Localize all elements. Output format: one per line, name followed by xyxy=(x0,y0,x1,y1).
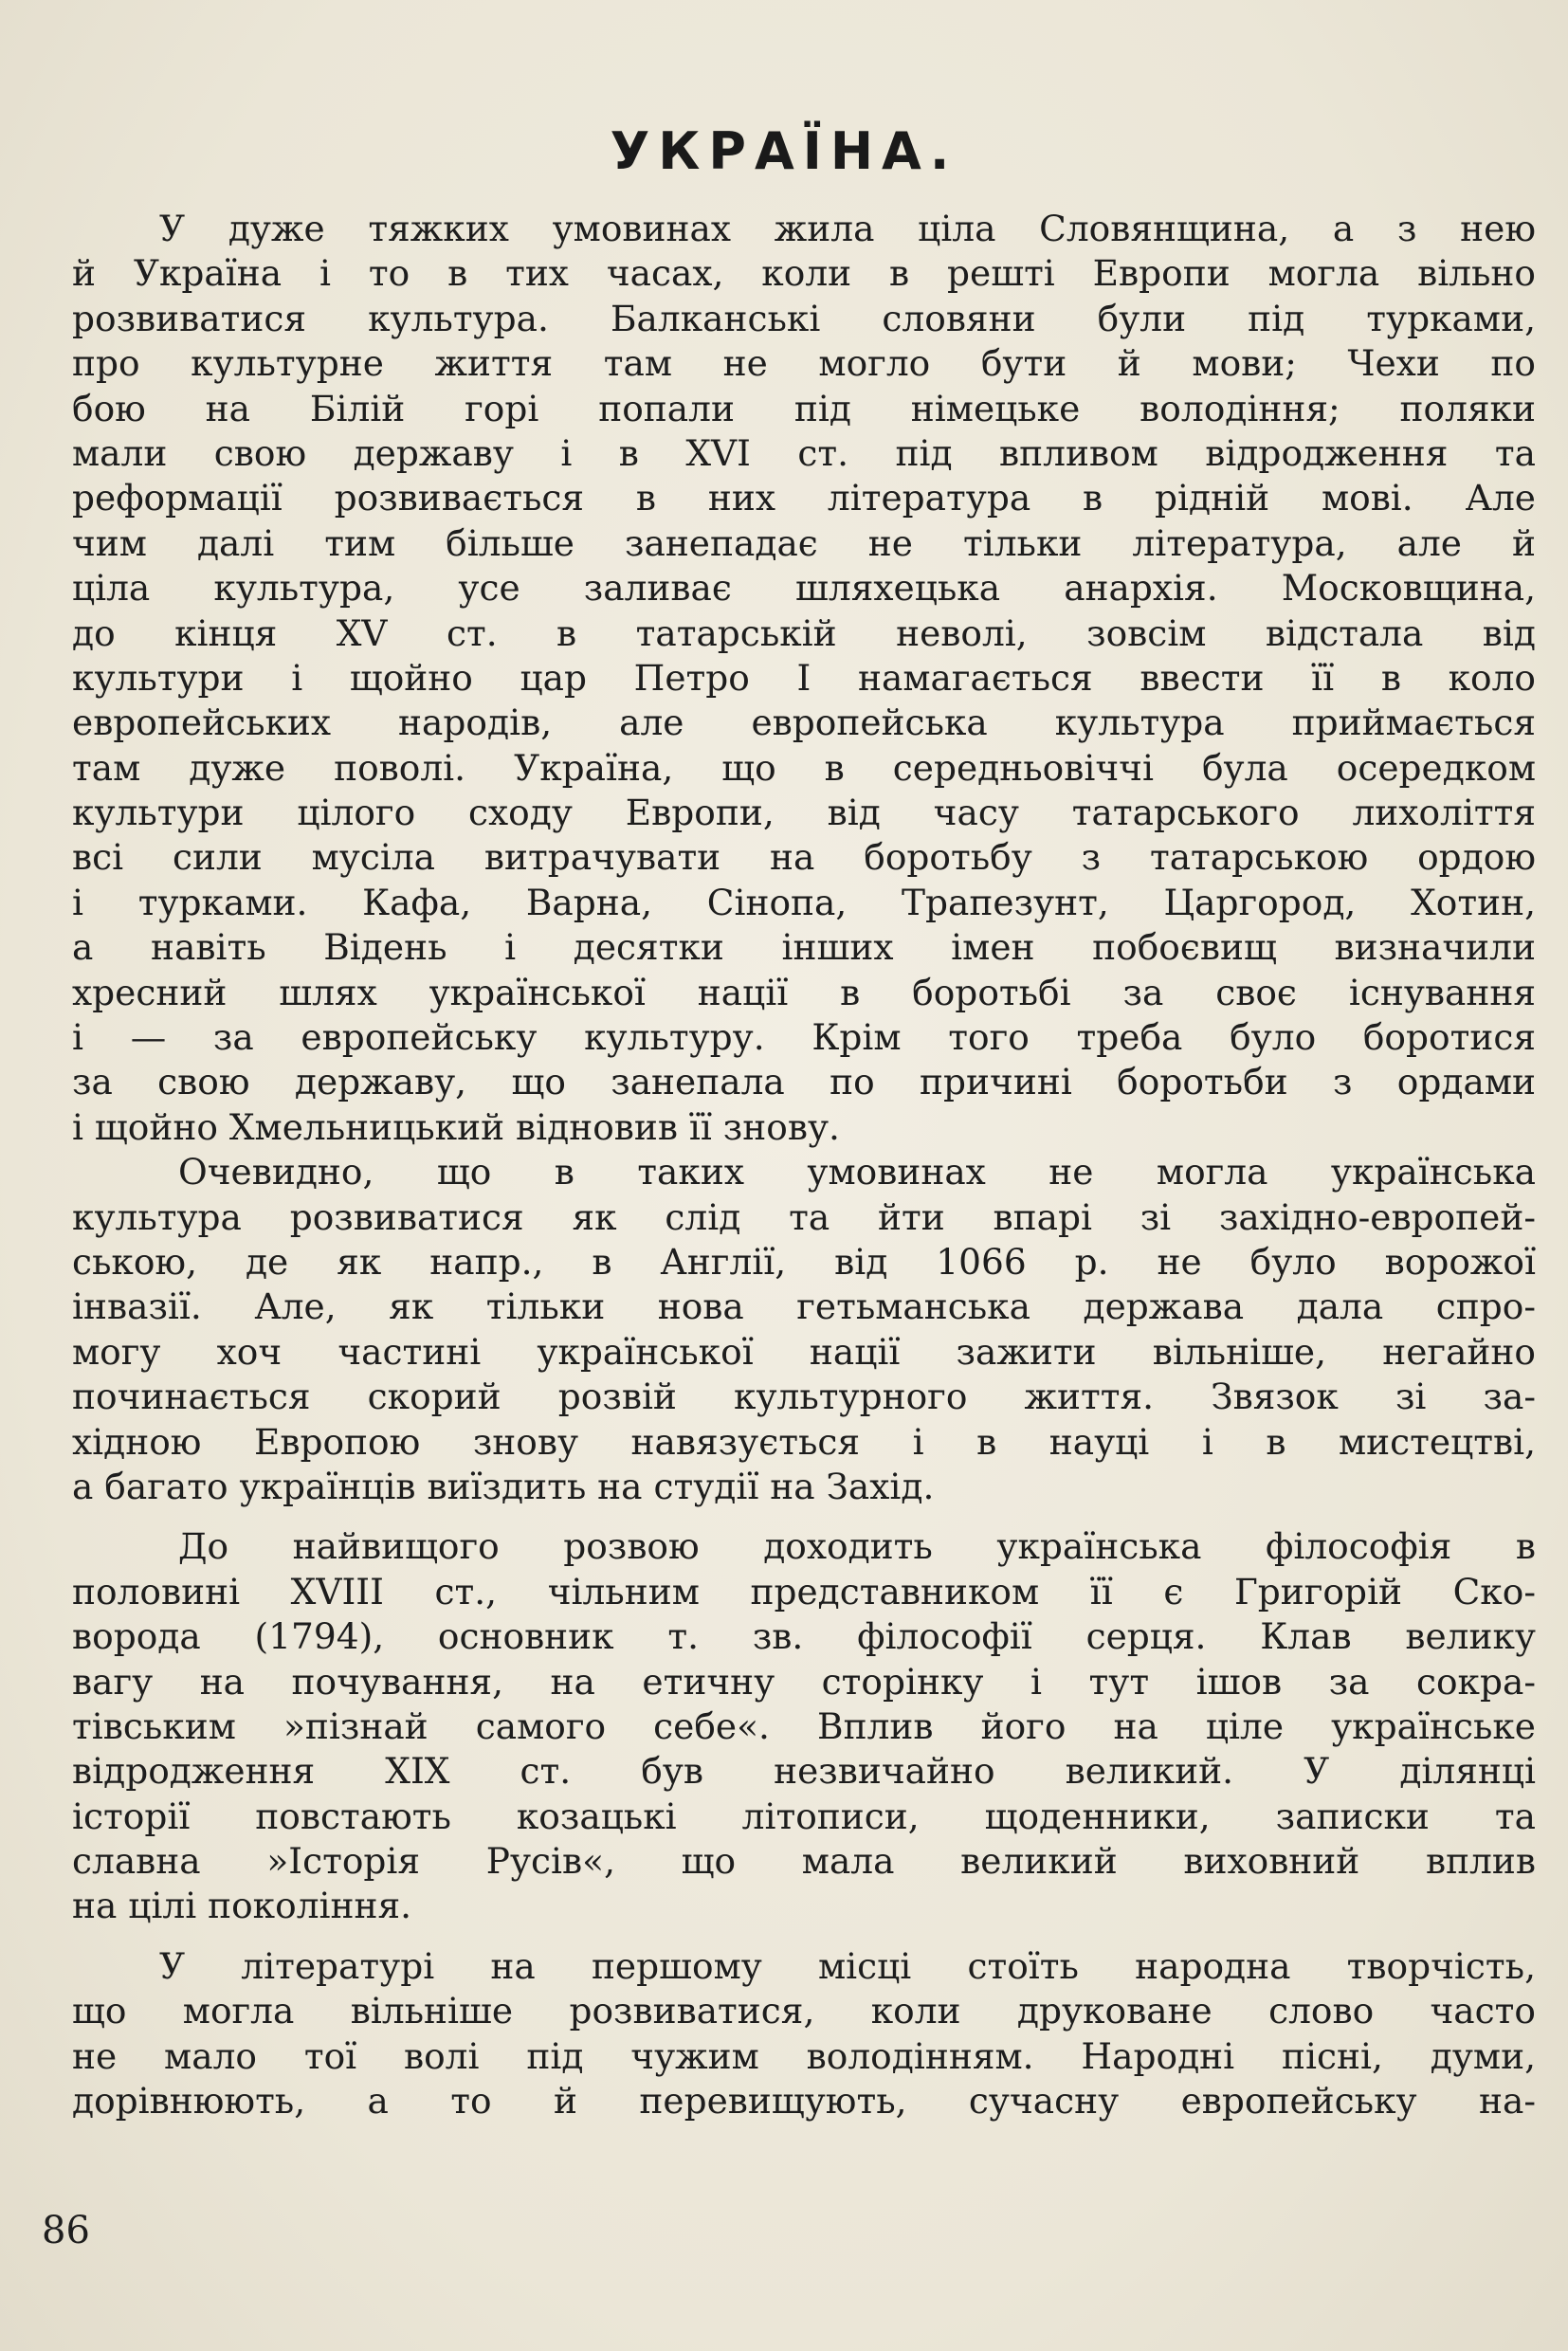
text-line: могу хоч частині української нації зажити вільніше, негайно xyxy=(72,1330,1536,1373)
text-line: хідною Европою знову навязується і в науці і в мистецтві, xyxy=(72,1420,1536,1463)
body-text xyxy=(72,207,1536,2123)
text-line: і — за европейську культуру. Крім того треба було боротися xyxy=(72,1016,1536,1059)
text-line: европейських народів, але европейська культура приймається xyxy=(72,702,1536,744)
text-line: У літературі на першому місці стоїть народна творчість, xyxy=(159,1944,1536,1987)
text-line: там дуже поволі. Україна, що в середньовіччі була осередком xyxy=(72,746,1536,789)
paragraph-gap xyxy=(72,1509,1536,1524)
page-title: УКРАЇНА. xyxy=(610,121,958,181)
text-line: вагу на почування, на етичну сторінку і тут ішов за сокра- xyxy=(72,1660,1536,1703)
text-line: хресний шлях української нації в боротьбі за своє існування xyxy=(72,971,1536,1013)
text-line: до кінця XV ст. в татарській неволі, зовсім відстала від xyxy=(72,611,1536,654)
text-line: культури і щойно цар Петро І намагається ввести її в коло xyxy=(72,656,1536,699)
text-line: про культурне життя там не могло бути й мови; Чехи по xyxy=(72,342,1536,385)
text-line: бою на Білій горі попали під німецьке володіння; поляки xyxy=(72,387,1536,429)
text-line: і щойно Хмельницький відновив її знову. xyxy=(72,1105,840,1148)
text-line: на цілі покоління. xyxy=(72,1885,412,1927)
text-line: дорівнюють, а то й перевищують, сучасну европейську на- xyxy=(72,2080,1536,2123)
paragraph-4 xyxy=(72,1944,1536,2124)
text-line: культура розвиватися як слід та йти впарі зі західно-европей- xyxy=(72,1195,1536,1238)
text-line: що могла вільніше розвиватися, коли друковане слово часто xyxy=(72,1990,1536,2032)
text-line: всі сили мусіла витрачувати на боротьбу з татарською ордою xyxy=(72,836,1536,879)
paragraph-3 xyxy=(72,1524,1536,1929)
paragraph-1 xyxy=(72,207,1536,1150)
text-line: мали свою державу і в XVI ст. під впливом відродження та xyxy=(72,431,1536,474)
text-line: славна »Історія Русів«, що мала великий виховний вплив xyxy=(72,1840,1536,1883)
text-line: ською, де як напр., в Англії, від 1066 р. не було ворожої xyxy=(72,1240,1536,1283)
paragraph-2 xyxy=(72,1150,1536,1509)
text-line: ворода (1794), основник т. зв. філософії серця. Клав велику xyxy=(72,1615,1536,1658)
text-line: реформації розвивається в них література в рідній мові. Але xyxy=(72,477,1536,519)
text-line: і турками. Кафа, Варна, Сінопа, Трапезунт, Царгород, Хотин, xyxy=(72,881,1536,923)
text-line: відродження XIX ст. був незвичайно великий. У ділянці xyxy=(72,1750,1536,1793)
text-line: У дуже тяжких умовинах жила ціла Словянщина, а з нею xyxy=(159,208,1536,249)
text-line: й Україна і то в тих часах, коли в решті Европи могла вільно xyxy=(72,252,1536,295)
text-line: тівським »пізнай самого себе«. Вплив його на ціле українське xyxy=(72,1704,1536,1747)
text-line: розвиватися культура. Балканські словяни були під турками, xyxy=(72,297,1536,339)
text-line: культури цілого сходу Европи, від часу татарського лихоліття xyxy=(72,792,1536,834)
text-line: чим далі тим більше занепадає не тільки література, але й xyxy=(72,521,1536,564)
text-line: не мало тої волі під чужим володінням. Народні пісні, думи, xyxy=(72,2034,1536,2077)
text-line: До найвищого розвою доходить українська філософія в xyxy=(178,1525,1536,1568)
text-line: інвазії. Але, як тільки нова гетьманська держава дала спро- xyxy=(72,1285,1536,1328)
text-line: за свою державу, що занепала по причині боротьби з ордами xyxy=(72,1061,1536,1103)
text-line: а навіть Відень і десятки інших імен побоєвищ визначили xyxy=(72,926,1536,969)
text-line: половині XVIII ст., чільним представником її є Григорій Ско- xyxy=(72,1570,1536,1613)
text-line: а багато українців виїздить на студії на Захід. xyxy=(72,1465,935,1507)
paragraph-gap xyxy=(72,1929,1536,1944)
text-line: історії повстають козацькі літописи, щоденники, записки та xyxy=(72,1795,1536,1837)
text-line: ціла культура, усе заливає шляхецька анархія. Московщина, xyxy=(72,567,1536,610)
text-line: починається скорий розвій культурного життя. Звязок зі за- xyxy=(72,1376,1536,1418)
text-line: Очевидно, що в таких умовинах не могла українська xyxy=(178,1151,1536,1194)
page-number: 86 xyxy=(42,2209,90,2252)
